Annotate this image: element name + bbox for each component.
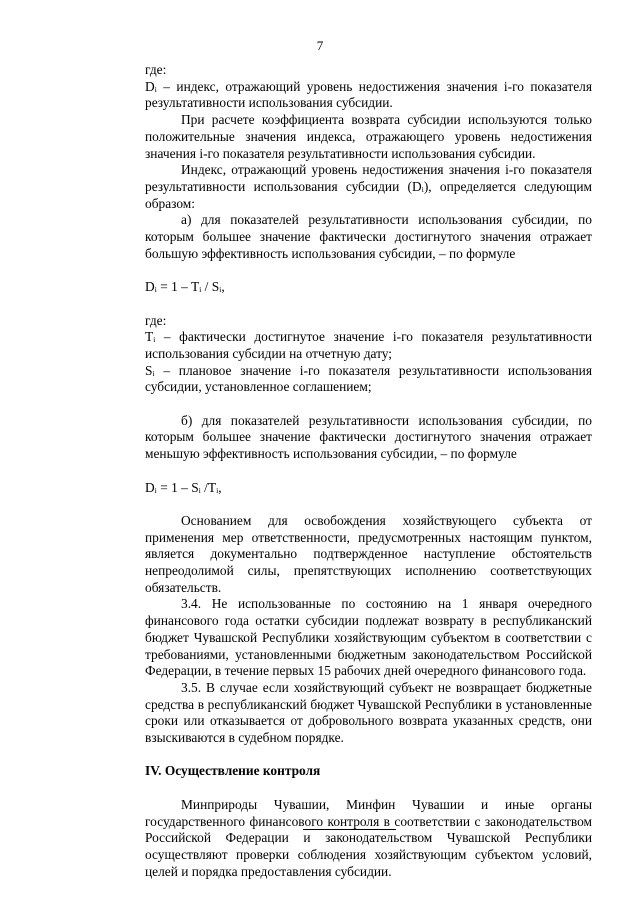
spacer [145, 463, 592, 480]
where-label-2: где: [145, 312, 167, 328]
section-heading: IV. Осуществление контроля [145, 763, 321, 779]
document-body [145, 62, 592, 880]
spacer [145, 296, 592, 313]
t-definition: Tᵢ – фактически достигнутое значение i-го показателя результативности использования субсидии на отчетную дату; [145, 329, 592, 361]
case-b-paragraph: б) для показателей результативности использования субсидии, по которым большее значение фактически достигнутого значения отражает меньшую эффективность использования субсидии, – по формуле [145, 412, 592, 462]
spacer [145, 396, 592, 413]
spacer [145, 780, 592, 797]
force-majeure-paragraph: Основанием для освобождения хозяйствующего субъекта от применения мер ответственности, предусмотренных настоящим пунктом, является документально подтвержденное наступление обстоятельств непреодолимой силы, препятствующих исполнению соответствующих обязательств. [145, 512, 592, 595]
formula-a: Dᵢ = 1 – Tᵢ / Sᵢ, [145, 279, 225, 295]
clause-3-5: 3.5. В случае если хозяйствующий субъект не возвращает бюджетные средства в республиканский бюджет Чувашской Республики в установленные сроки или отказывается от добровольного возврата указанных средств, они взыскиваются в судебном порядке. [145, 679, 592, 746]
clause-3-4: 3.4. Не использованные по состоянию на 1 января очередного финансового года остатки субсидии подлежат возврату в республиканский бюджет Чувашской Республики хозяйствующим субъектом в соответствии с требованиями, установленными бюджетным законодательством Российской Федерации, в течение первых 15 рабочих дней очередного финансового года. [145, 596, 592, 679]
spacer [145, 262, 592, 279]
positive-values-paragraph: При расчете коэффициента возврата субсидии используются только положительные значения индекса, отражающего уровень недостижения значения i-го показателя результативности использования субсидии. [145, 112, 592, 161]
spacer [145, 496, 592, 513]
formula-b: Dᵢ = 1 – Sᵢ /Tᵢ, [145, 479, 222, 495]
case-a-paragraph: а) для показателей результативности использования субсидии, по которым большее значение фактически достигнутого значения отражает большую эффективность использования субсидии, – по формуле [145, 212, 592, 261]
s-definition: Sᵢ – плановое значение i-го показателя результативности использования субсидии, установленное соглашением; [145, 362, 592, 395]
control-paragraph: Минприроды Чувашии, Минфин Чувашии и иные органы государственного финансового контроля в соответствии с законодательством Российской Федерации и законодательством Чувашской Республики осуществляют проверки соблюдения хозяйствующим субъектом условий, целей и порядка предоставления субсидии. [145, 796, 592, 879]
where-label: где: [145, 62, 167, 77]
index-intro-paragraph: Индекс, отражающий уровень недостижения значения i-го показателя результативности использования субсидии (Dᵢ), определяется следующим образом: [145, 162, 592, 211]
index-definition: Dᵢ – индекс, отражающий уровень недостижения значения i-го показателя результативности использования субсидии. [145, 78, 592, 111]
page-number: 7 [316, 38, 324, 53]
spacer [145, 747, 592, 764]
end-divider [303, 829, 396, 830]
